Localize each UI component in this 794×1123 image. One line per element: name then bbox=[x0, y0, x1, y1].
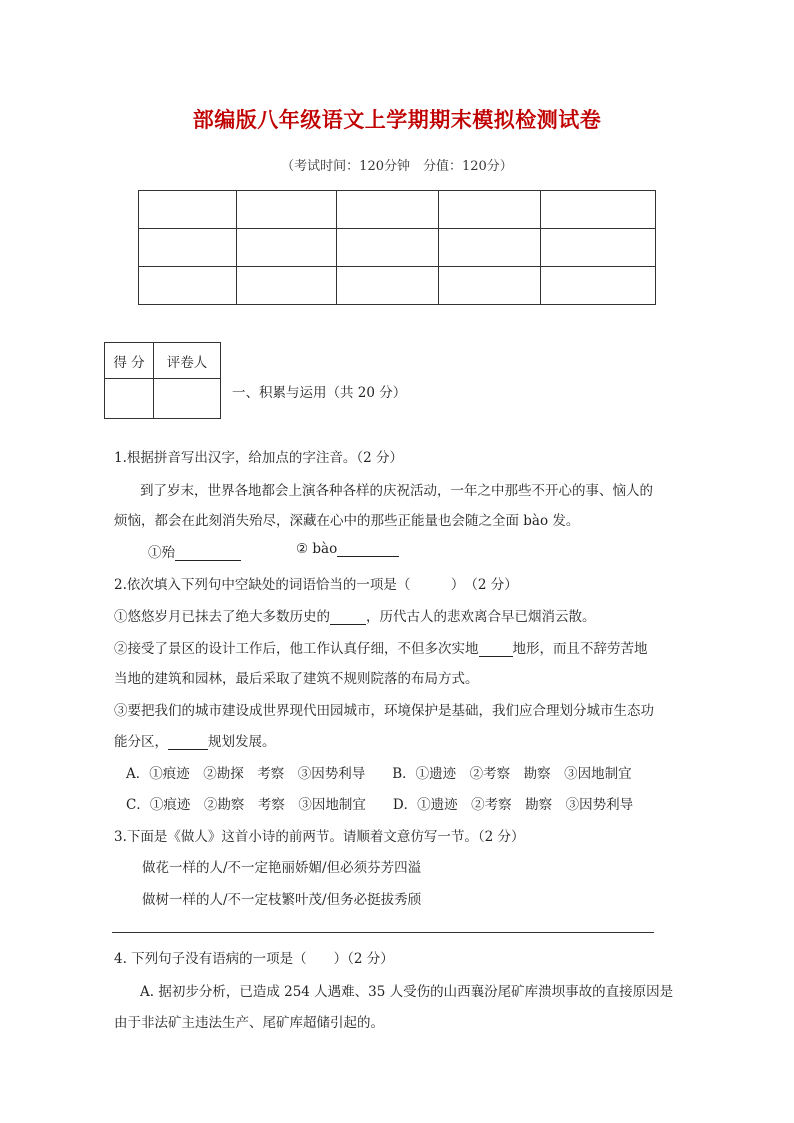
q1-answer-2 bbox=[296, 541, 399, 557]
grid-cell bbox=[337, 191, 439, 229]
q2-sentence-2 bbox=[114, 637, 648, 657]
q1-paragraph-line: 烦恼，都会在此刻消失殆尽，深藏在心中的那些正能量也会随之全面 bào 发。 bbox=[114, 513, 580, 529]
grid-cell bbox=[439, 267, 541, 305]
q2-sentence-text: 能分区， bbox=[114, 734, 168, 750]
q2-sentence-3-cont bbox=[114, 730, 276, 750]
q2-prompt: 2.依次填入下列句中空缺处的词语恰当的一项是（ ） （2 分） bbox=[114, 577, 518, 593]
answer-blank[interactable] bbox=[168, 735, 208, 750]
score-grid-table bbox=[138, 190, 656, 305]
grid-cell bbox=[237, 229, 337, 267]
q1-answer-1-label: ①殆 bbox=[148, 545, 175, 561]
grid-cell bbox=[337, 229, 439, 267]
score-cell bbox=[105, 379, 154, 419]
grader-box bbox=[104, 342, 221, 419]
grid-cell bbox=[541, 267, 656, 305]
q2-sentence-text: 地形，而且不辞劳苦地 bbox=[512, 641, 648, 657]
grid-cell bbox=[139, 229, 237, 267]
q3-poem-line: 做树一样的人/不一定枝繁叶茂/但务必挺拔秀颀 bbox=[142, 892, 422, 908]
answer-blank[interactable] bbox=[479, 642, 513, 657]
q2-sentence-text: 规划发展。 bbox=[208, 734, 276, 750]
grid-cell bbox=[237, 191, 337, 229]
section-heading: 一、积累与运用（共 20 分） bbox=[232, 385, 407, 401]
answer-blank[interactable] bbox=[175, 546, 241, 561]
q3-poem-line: 做花一样的人/不一定艳丽娇媚/但必须芬芳四溢 bbox=[142, 860, 422, 876]
grader-cell bbox=[154, 379, 221, 419]
q4-option-a-cont: 由于非法矿主违法生产、尾矿库超储引起的。 bbox=[114, 1015, 384, 1031]
q2-options-row: A．①痕迹 ②勘探 考察 ③因势利导 B．①遗迹 ②考察 勘察 ③因地制宜 bbox=[126, 766, 632, 782]
q2-sentence-text: ，历代古人的悲欢离合早已烟消云散。 bbox=[366, 609, 596, 625]
grid-cell bbox=[337, 267, 439, 305]
grid-cell bbox=[541, 229, 656, 267]
grid-cell bbox=[439, 229, 541, 267]
q2-sentence-text: ①悠悠岁月已抹去了绝大多数历史的 bbox=[114, 609, 330, 625]
q2-options-row: C．①痕迹 ②勘察 考察 ③因地制宜 D．①遗迹 ②考察 勘察 ③因势利导 bbox=[126, 797, 634, 813]
q1-paragraph-line: 到了岁末，世界各地都会上演各种各样的庆祝活动，一年之中那些不开心的事、恼人的 bbox=[140, 483, 653, 499]
score-label: 得 分 bbox=[105, 343, 154, 379]
q3-prompt: 3.下面是《做人》这首小诗的前两节。请顺着文意仿写一节。（2 分） bbox=[114, 829, 525, 845]
grid-cell bbox=[237, 267, 337, 305]
grader-label: 评卷人 bbox=[154, 343, 221, 379]
grid-cell bbox=[439, 191, 541, 229]
answer-blank[interactable] bbox=[337, 542, 399, 557]
q3-answer-line[interactable] bbox=[112, 932, 654, 933]
page-title: 部编版八年级语文上学期期末模拟检测试卷 bbox=[192, 108, 602, 132]
q4-prompt: 4. 下列句子没有语病的一项是（ ）（2 分） bbox=[114, 951, 394, 967]
q1-prompt: 1.根据拼音写出汉字，给加点的字注音。（2 分） bbox=[114, 450, 404, 466]
answer-blank[interactable] bbox=[330, 610, 366, 625]
q1-answer-1 bbox=[148, 541, 241, 561]
q2-sentence-3: ③要把我们的城市建设成世界现代田园城市，环境保护是基础，我们应合理划分城市生态功 bbox=[114, 703, 654, 719]
q2-sentence-text: ②接受了景区的设计工作后，他工作认真仔细，不但多次实地 bbox=[114, 641, 479, 657]
q4-option-a: A. 据初步分析，已造成 254 人遇难、35 人受伤的山西襄汾尾矿库溃坝事故的直接原因是 bbox=[140, 984, 674, 1000]
q2-sentence-1 bbox=[114, 605, 596, 625]
grid-cell bbox=[541, 191, 656, 229]
q2-sentence-2-cont: 当地的建筑和园林，最后采取了建筑不规则院落的布局方式。 bbox=[114, 671, 479, 687]
q1-answer-2-label: ② bào bbox=[296, 541, 338, 557]
grid-cell bbox=[139, 191, 237, 229]
grid-cell bbox=[139, 267, 237, 305]
exam-info: （考试时间：120分钟 分值：120分） bbox=[281, 159, 513, 174]
